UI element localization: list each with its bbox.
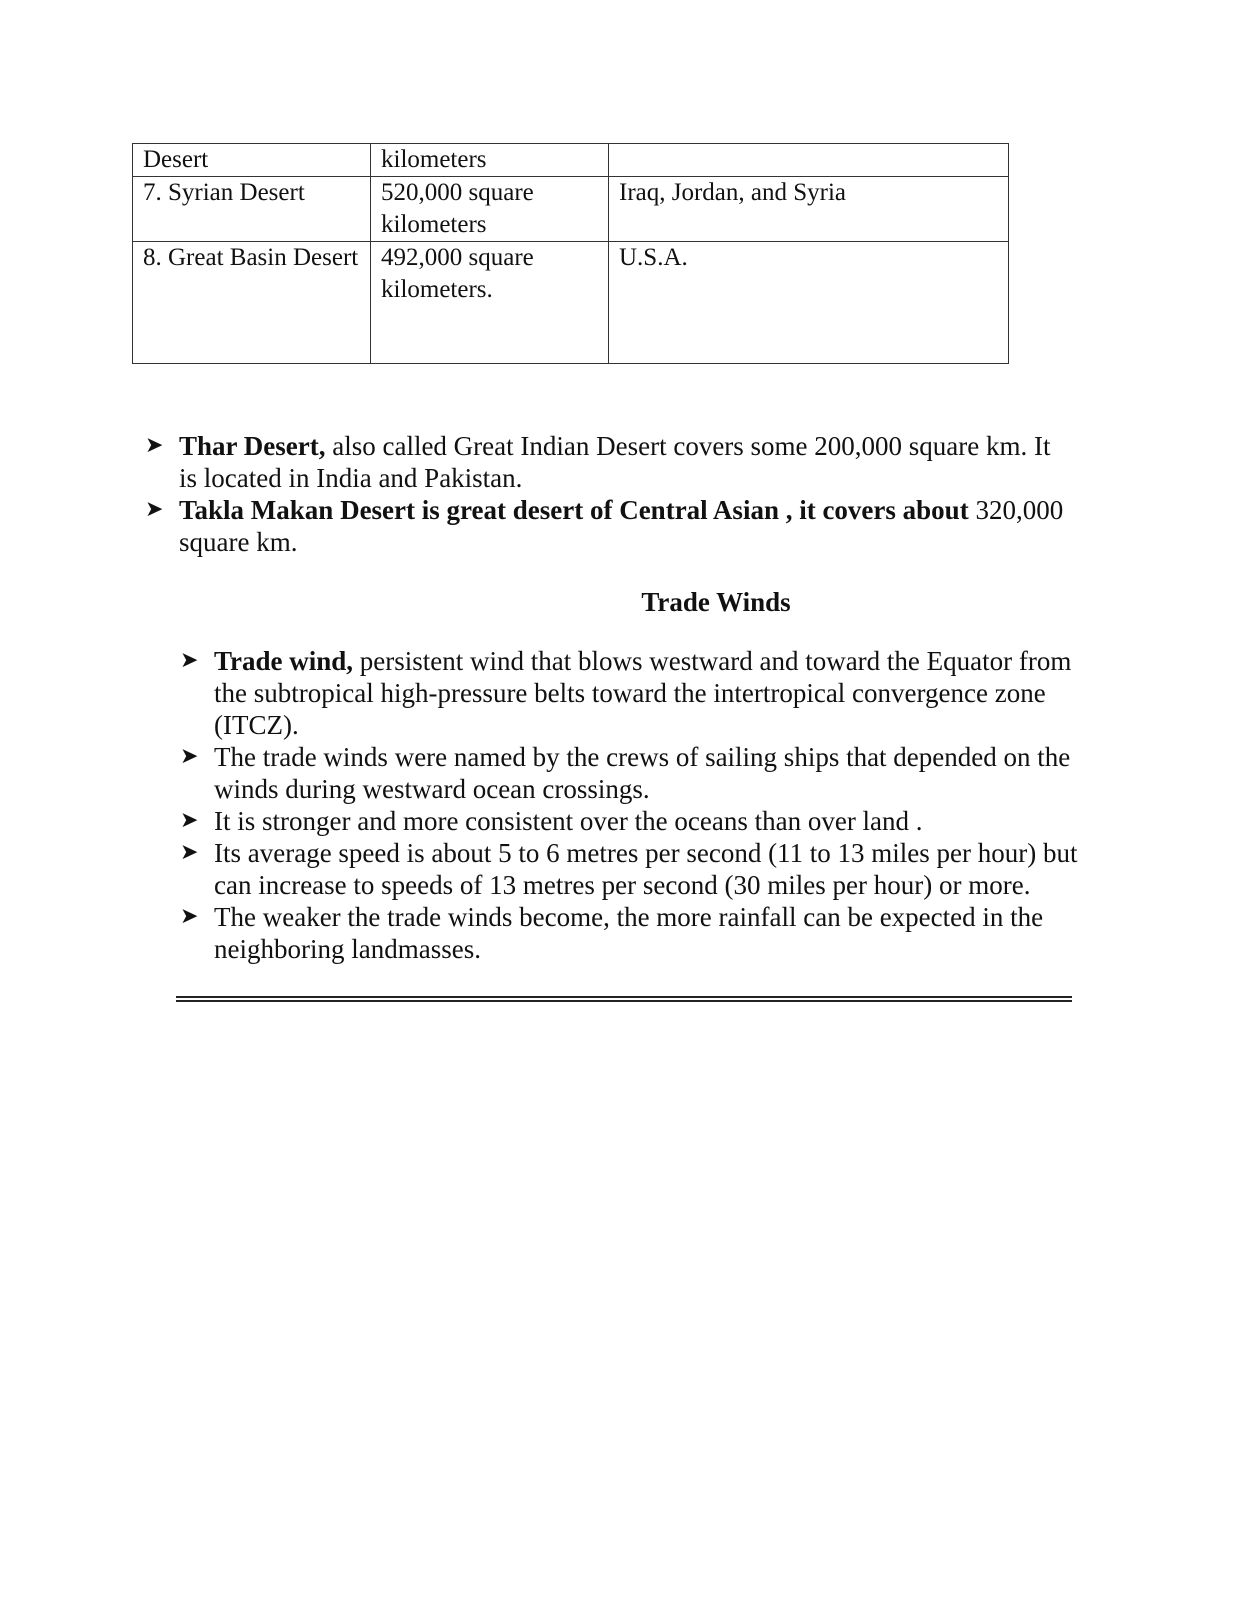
- table-row: [133, 144, 1009, 177]
- list-item: [180, 837, 1080, 901]
- desert-location-cell: Iraq, Jordan, and Syria: [609, 177, 1009, 242]
- bullet-text: also called Great Indian Desert covers some 200,000 square km. It is located in India and Pakistan.: [179, 431, 1051, 493]
- arrowhead-bullet-icon: ➤: [180, 904, 199, 929]
- list-item: [180, 741, 1080, 805]
- bullet-text: It is stronger and more consistent over the oceans than over land .: [214, 806, 923, 836]
- bullet-text: Its average speed is about 5 to 6 metres per second (11 to 13 miles per hour) but can increase to speeds of 13 metres per second (30 miles per hour) or more.: [214, 838, 1078, 900]
- deserts-table: [132, 143, 1009, 364]
- desert-location-cell: U.S.A.: [609, 242, 1009, 364]
- bullet-bold-text: Takla Makan Desert is great desert of Central Asian , it covers about: [179, 495, 969, 525]
- bullet-bold-text: Trade wind,: [214, 646, 354, 676]
- bullet-text: The trade winds were named by the crews of sailing ships that depended on the winds during westward ocean crossings.: [214, 742, 1071, 804]
- list-item: [180, 805, 1080, 837]
- desert-location-cell: [609, 144, 1009, 177]
- bullet-text: persistent wind that blows westward and toward the Equator from the subtropical high-pressure belts toward the intertropical convergence zone (ITCZ).: [214, 646, 1072, 740]
- desert-notes-list: [145, 430, 1075, 558]
- list-item: [180, 901, 1080, 965]
- desert-area-cell: 520,000 square kilometers: [371, 177, 609, 242]
- list-item: [145, 430, 1075, 494]
- desert-name-cell: 8. Great Basin Desert: [133, 242, 371, 364]
- desert-name-cell: 7. Syrian Desert: [133, 177, 371, 242]
- arrowhead-bullet-icon: ➤: [180, 840, 199, 865]
- table-row: [133, 177, 1009, 242]
- bullet-bold-text: Thar Desert,: [179, 431, 326, 461]
- desert-area-cell: kilometers: [371, 144, 609, 177]
- trade-winds-list: [180, 645, 1080, 965]
- arrowhead-bullet-icon: ➤: [145, 497, 164, 522]
- desert-area-cell: 492,000 square kilometers.: [371, 242, 609, 364]
- bullet-text: The weaker the trade winds become, the more rainfall can be expected in the neighboring landmasses.: [214, 902, 1044, 964]
- bullet-text: 320,000 square km.: [179, 495, 1064, 557]
- desert-name-cell: Desert: [133, 144, 371, 177]
- list-item: [145, 494, 1075, 558]
- arrowhead-bullet-icon: ➤: [180, 808, 199, 833]
- arrowhead-bullet-icon: ➤: [145, 433, 164, 458]
- double-rule-divider: [176, 996, 1072, 1002]
- section-heading: Trade Winds: [641, 587, 791, 617]
- arrowhead-bullet-icon: ➤: [180, 648, 199, 673]
- table-row: [133, 242, 1009, 364]
- list-item: [180, 645, 1080, 741]
- arrowhead-bullet-icon: ➤: [180, 744, 199, 769]
